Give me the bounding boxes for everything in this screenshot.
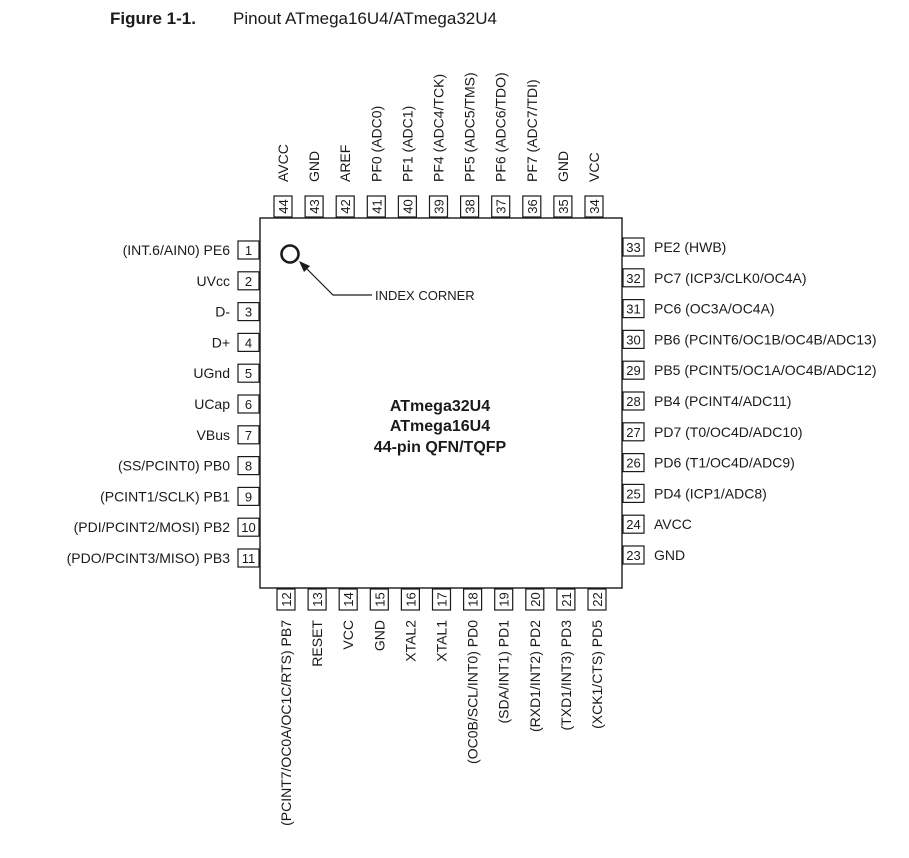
pin-15-number: 15 — [372, 592, 388, 607]
pin-39 — [430, 74, 448, 217]
pin-34-label: VCC — [586, 152, 602, 182]
pin-31-number: 31 — [626, 301, 641, 317]
pin-9-label: (PCINT1/SCLK) PB1 — [100, 488, 230, 505]
pin-6-label: UCap — [194, 396, 230, 412]
pin-41 — [367, 106, 385, 217]
pin-2-number: 2 — [244, 273, 253, 289]
pin-18 — [464, 589, 482, 764]
pin-24 — [623, 515, 692, 533]
pin-7-number: 7 — [244, 427, 253, 443]
pin-14-label: VCC — [340, 620, 357, 650]
pin-39-number: 39 — [431, 199, 447, 214]
pin-27 — [623, 423, 803, 441]
pin-6 — [194, 395, 259, 413]
pin-8-label: (SS/PCINT0) PB0 — [117, 457, 230, 474]
pin-11 — [67, 549, 259, 567]
pin-18-label: (OC0B/SCL/INT0) PD0 — [464, 620, 481, 764]
pin-16-number: 16 — [403, 592, 419, 607]
pin-20 — [526, 589, 544, 732]
pin-19-label: (SDA/INT1) PD1 — [495, 620, 512, 724]
pin-17-number: 17 — [434, 592, 450, 607]
pin-1-label: (INT.6/AIN0) PE6 — [122, 242, 230, 258]
pin-7-label: VBus — [196, 426, 230, 443]
pin-13-number: 13 — [310, 592, 326, 607]
pin-25 — [623, 484, 767, 502]
pin-19 — [495, 589, 513, 723]
pin-40-label: PF1 (ADC1) — [399, 105, 416, 182]
pin-29 — [623, 361, 877, 379]
pin-34-number: 34 — [587, 199, 602, 214]
pin-4-label: D+ — [211, 334, 230, 351]
pin-22-label: (XCK1/CTS) PD5 — [589, 620, 605, 729]
pin-35-label: GND — [554, 150, 571, 182]
pin-20-number: 20 — [527, 592, 543, 607]
pin-21-label: (TXD1/INT3) PD3 — [557, 620, 574, 731]
pin-34 — [585, 152, 603, 217]
pin-29-number: 29 — [626, 363, 641, 379]
pin-37 — [492, 72, 510, 217]
pin-28-number: 28 — [626, 394, 641, 409]
pin-9 — [100, 487, 259, 505]
pin-42 — [336, 145, 354, 217]
pin-43 — [305, 151, 323, 217]
pin-42-number: 42 — [338, 199, 354, 214]
pin-36-label: PF7 (ADC7/TDI) — [523, 79, 540, 182]
pin-21 — [557, 589, 575, 730]
pin-28-label: PB4 (PCINT4/ADC11) — [654, 393, 792, 409]
pin-22 — [588, 589, 606, 729]
pin-10 — [74, 518, 259, 536]
pin-33-number: 33 — [626, 240, 641, 255]
pin-23 — [623, 546, 685, 564]
index-corner-label: INDEX CORNER — [375, 288, 475, 303]
pin-26-label: PD6 (T1/OC4D/ADC9) — [654, 454, 795, 471]
pin-15 — [370, 589, 388, 651]
pin-23-number: 23 — [626, 548, 641, 563]
chip-name-32u4: ATmega32U4 — [389, 398, 491, 415]
pin-43-label: GND — [306, 150, 323, 182]
pin-13 — [308, 589, 326, 667]
pin-19-number: 19 — [496, 592, 512, 607]
pin-6-number: 6 — [244, 397, 253, 412]
pin-40-number: 40 — [400, 199, 416, 214]
chip-name-16u4: ATmega16U4 — [389, 418, 491, 435]
pin-37-number: 37 — [493, 199, 509, 214]
pin-12-number: 12 — [279, 592, 294, 607]
pin-44-number: 44 — [276, 199, 291, 214]
pin-5-label: UGnd — [193, 365, 230, 382]
pin-3-number: 3 — [244, 304, 253, 320]
pin-33-label: PE2 (HWB) — [654, 239, 727, 255]
pin-16 — [401, 589, 419, 662]
pin-44-label: AVCC — [275, 144, 291, 182]
pin-2 — [197, 272, 259, 290]
pin-32-number: 32 — [626, 270, 641, 286]
pin-11-number: 11 — [241, 551, 256, 566]
pin-33 — [623, 238, 726, 256]
pin-5-number: 5 — [244, 366, 253, 382]
pin-27-number: 27 — [626, 424, 641, 440]
pin-3-label: D- — [215, 303, 230, 320]
pin-8 — [118, 457, 259, 475]
pin-15-label: GND — [371, 620, 388, 652]
pin-38-number: 38 — [462, 199, 478, 214]
pin-13-label: RESET — [309, 620, 326, 667]
pin-39-label: PF4 (ADC4/TCK) — [430, 73, 447, 182]
pin-30-label: PB6 (PCINT6/OC1B/OC4B/ADC13) — [654, 331, 877, 348]
chip-package: 44-pin QFN/TQFP — [373, 439, 507, 456]
pin-26-number: 26 — [626, 455, 641, 471]
pin-12-label: (PCINT7/OC0A/OC1C/RTS) PB7 — [278, 620, 294, 826]
figure-title: Pinout ATmega16U4/ATmega32U4 — [233, 9, 497, 28]
pin-27-label: PD7 (T0/OC4D/ADC10) — [654, 423, 803, 440]
pin-8-number: 8 — [244, 458, 253, 474]
pin-21-number: 21 — [558, 592, 574, 607]
pin-17 — [433, 589, 451, 662]
pin-38-label: PF5 (ADC5/TMS) — [461, 72, 478, 182]
pin-14-number: 14 — [341, 592, 357, 607]
pin-11-label: (PDO/PCINT3/MISO) PB3 — [66, 550, 230, 566]
figure-number: Figure 1-1. — [110, 9, 196, 28]
pin-1 — [123, 241, 259, 259]
pin-30-number: 30 — [626, 332, 641, 348]
pin-24-label: AVCC — [654, 516, 692, 533]
pin-25-number: 25 — [626, 486, 641, 502]
pin-3 — [215, 303, 259, 321]
pin-14 — [339, 589, 357, 650]
pin-4 — [212, 333, 259, 351]
pin-9-number: 9 — [244, 489, 253, 505]
pin-17-label: XTAL1 — [433, 620, 450, 662]
pin-32 — [623, 269, 807, 287]
pin-43-number: 43 — [307, 199, 323, 214]
pin-10-label: (PDI/PCINT2/MOSI) PB2 — [73, 519, 230, 536]
pin-36 — [523, 79, 541, 217]
pin-18-number: 18 — [465, 592, 481, 607]
pin-37-label: PF6 (ADC6/TDO) — [492, 72, 509, 182]
pin-22-number: 22 — [590, 592, 605, 607]
pin-20-label: (RXD1/INT2) PD2 — [526, 620, 543, 733]
pin-32-label: PC7 (ICP3/CLK0/OC4A) — [654, 269, 807, 286]
pin-41-number: 41 — [369, 199, 385, 214]
pin-41-label: PF0 (ADC0) — [368, 105, 385, 182]
pin-2-label: UVcc — [196, 272, 230, 289]
pin-4-number: 4 — [244, 335, 253, 351]
pin-31-label: PC6 (OC3A/OC4A) — [654, 300, 775, 317]
pin-35-number: 35 — [555, 199, 571, 214]
pin-42-label: AREF — [337, 144, 354, 182]
pin-23-label: GND — [654, 547, 686, 563]
pin-1-number: 1 — [244, 243, 253, 258]
pin-44 — [274, 144, 292, 217]
pin-30 — [623, 330, 877, 348]
pin-5 — [193, 364, 259, 382]
pin-24-number: 24 — [626, 517, 641, 533]
pin-40 — [398, 106, 416, 217]
pin-29-label: PB5 (PCINT5/OC1A/OC4B/ADC12) — [654, 362, 877, 379]
pin-7 — [197, 426, 259, 444]
pin-16-label: XTAL2 — [402, 620, 419, 662]
pin-12 — [277, 589, 295, 826]
pin-25-label: PD4 (ICP1/ADC8) — [654, 485, 767, 502]
pin-26 — [623, 454, 795, 472]
pin-31 — [623, 300, 775, 318]
pin-38 — [461, 72, 479, 217]
pin-36-number: 36 — [524, 199, 540, 214]
pin-10-number: 10 — [241, 520, 256, 536]
pin-35 — [554, 151, 572, 217]
pin-28 — [623, 392, 791, 410]
